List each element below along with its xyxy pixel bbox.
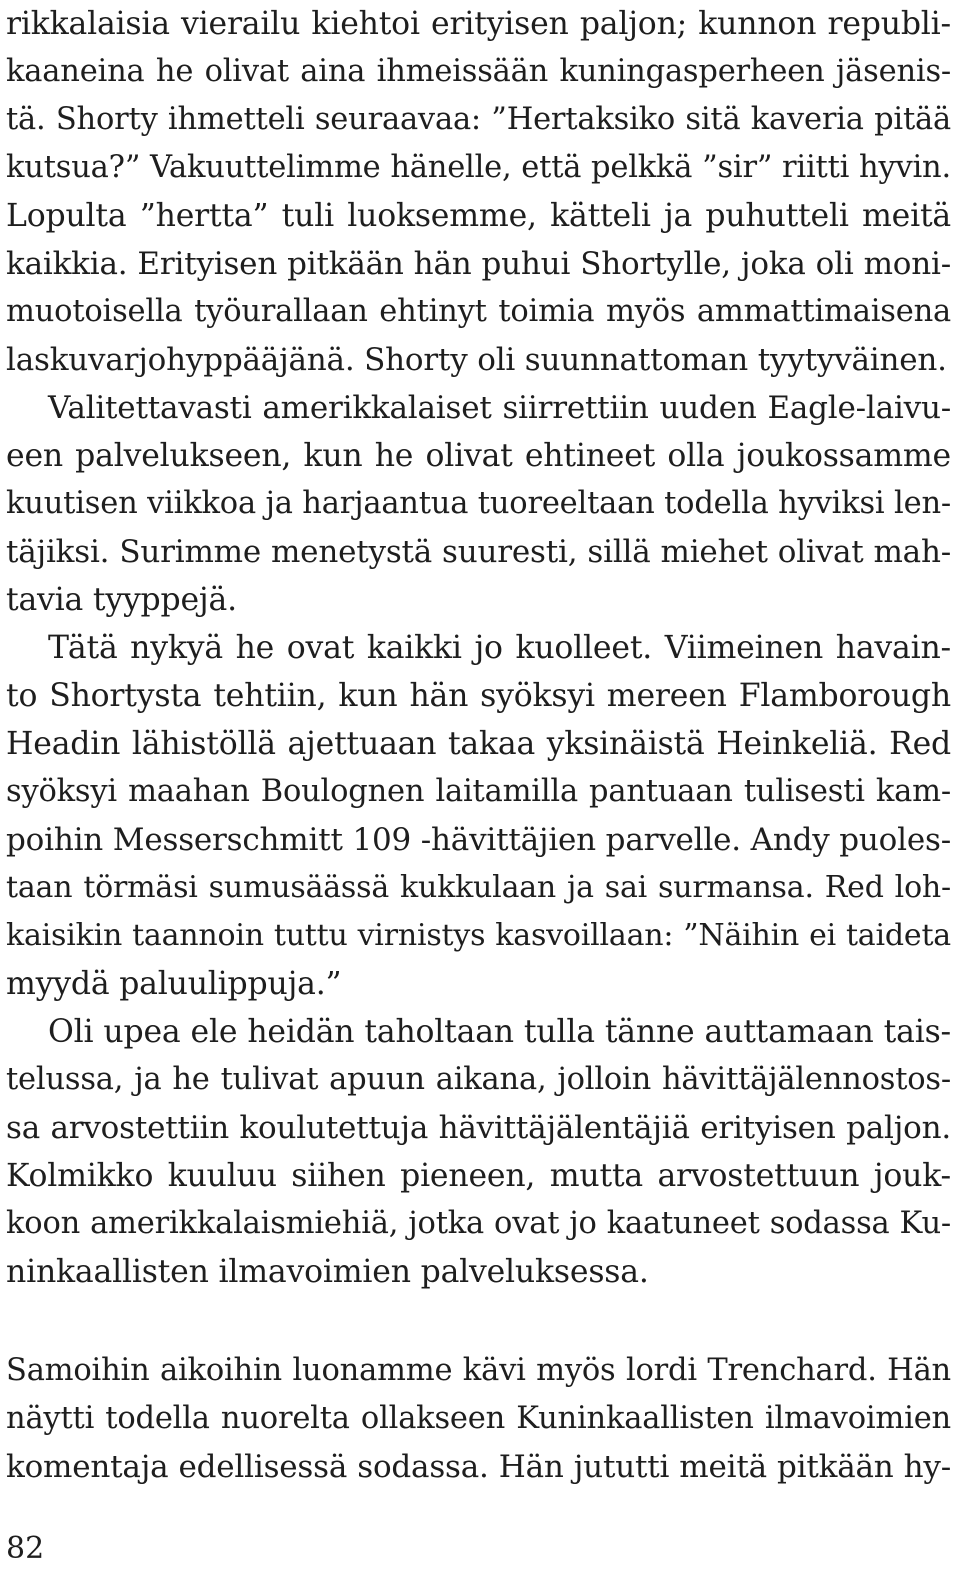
text-line: myydä paluulippuja.” <box>6 966 342 1002</box>
text-line: rikkalaisia vierailu kiehtoi erityisen paljon; kunnon republi- <box>6 6 951 42</box>
text-line: komentaja edellisessä sodassa. Hän jututti meitä pitkään hy- <box>6 1449 951 1485</box>
text-line: kaikkia. Erityisen pitkään hän puhui Shortylle, joka oli moni- <box>6 246 951 282</box>
text-line: koon amerikkalaismiehiä, jotka ovat jo kaatuneet sodassa Ku- <box>6 1206 951 1241</box>
text-line: Kolmikko kuuluu siihen pieneen, mutta arvostettuun jouk- <box>6 1158 951 1194</box>
text-line: kuutisen viikkoa ja harjaantua tuoreeltaan todella hyviksi len- <box>6 486 951 521</box>
text-line: taan törmäsi sumusäässä kukkulaan ja sai surmansa. Red loh- <box>6 870 951 905</box>
text-line: telussa, ja he tulivat apuun aikana, jolloin hävittäjälennostos- <box>6 1062 951 1097</box>
text-line: kutsua?” Vakuuttelimme hänelle, että pelkkä ”sir” riitti hyvin. <box>6 150 951 185</box>
text-line: ninkaallisten ilmavoimien palveluksessa. <box>6 1254 649 1290</box>
text-line: syöksyi maahan Boulognen laitamilla pantuaan tulisesti kam- <box>6 774 951 809</box>
text-line: een palvelukseen, kun he olivat ehtineet olla joukossamme <box>6 438 951 474</box>
text-line: Lopulta ”hertta” tuli luoksemme, kätteli ja puhutteli meitä <box>6 198 951 234</box>
text-line: Valitettavasti amerikkalaiset siirrettiin uuden Eagle-laivu- <box>48 390 951 426</box>
text-line: poihin Messerschmitt 109 -hävittäjien parvelle. Andy puoles- <box>6 822 951 858</box>
text-line: tä. Shorty ihmetteli seuraavaa: ”Hertaksiko sitä kaveria pitää <box>6 102 951 137</box>
text-line: to Shortysta tehtiin, kun hän syöksyi mereen Flamborough <box>6 678 951 714</box>
text-line: Headin lähistöllä ajettuaan takaa yksinäistä Heinkeliä. Red <box>6 726 951 762</box>
text-line: Oli upea ele heidän taholtaan tulla tänne auttamaan tais- <box>48 1014 951 1050</box>
text-line: täjiksi. Surimme menetystä suuresti, sillä miehet olivat mah- <box>6 534 951 570</box>
text-line: kaisikin taannoin tuttu virnistys kasvoillaan: ”Näihin ei taideta <box>6 918 951 953</box>
text-line: näytti todella nuorelta ollakseen Kuninkaallisten ilmavoimien <box>6 1401 951 1436</box>
text-line: Tätä nykyä he ovat kaikki jo kuolleet. Viimeinen havain- <box>48 630 951 666</box>
text-line: tavia tyyppejä. <box>6 582 237 618</box>
page-number: 82 <box>6 1531 45 1566</box>
text-line: sa arvostettiin koulutettuja hävittäjälentäjiä erityisen paljon. <box>6 1110 951 1146</box>
text-line: laskuvarjohyppääjänä. Shorty oli suunnattoman tyytyväinen. <box>6 342 947 378</box>
text-line: muotoisella työurallaan ehtinyt toimia myös ammattimaisena <box>6 294 951 329</box>
text-line: Samoihin aikoihin luonamme kävi myös lordi Trenchard. Hän <box>6 1353 951 1388</box>
text-line: kaaneina he olivat aina ihmeissään kuningasperheen jäsenis- <box>6 54 951 89</box>
